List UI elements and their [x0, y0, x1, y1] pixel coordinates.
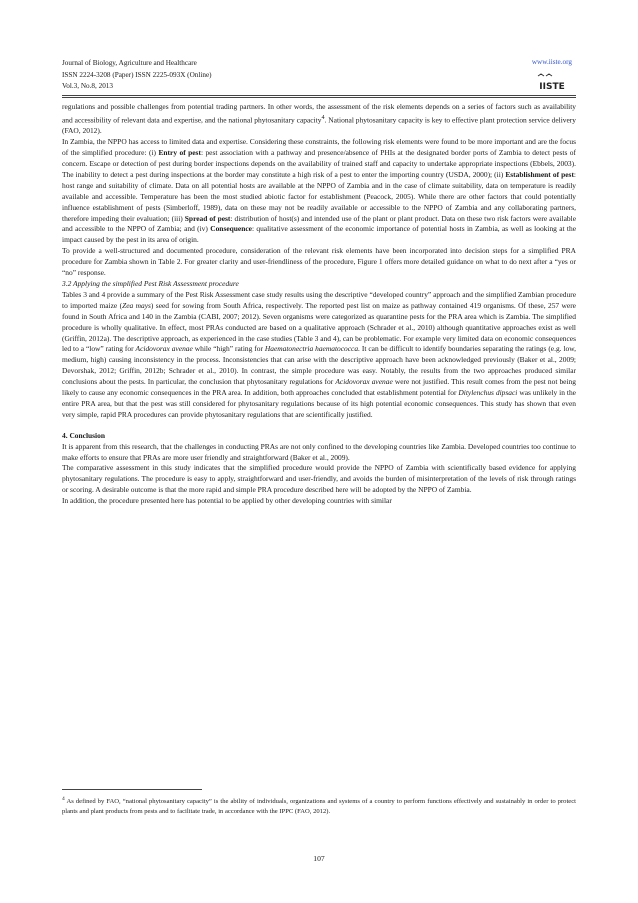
text-run: Haematonectria haematococca. [264, 344, 360, 354]
paragraph [62, 102, 576, 137]
text-run: regulations and possible challenges from potential trading partners. In other words, the assessment of the risk elements depends on a series of factors such as availability and accessibility of relevant data and expertise, and the national phytosanitary capacity [62, 102, 576, 125]
text-run: Tables 3 and 4 provide a summary of the Pest Risk Assessment case study results using the descriptive “developed country” approach and the simplified Zambian procedure to imported maize ( [62, 289, 576, 310]
paragraph [62, 290, 576, 421]
text-run: 4. Conclusion [62, 430, 105, 440]
text-run: Acidovorax avenae [335, 377, 393, 387]
footnote-text: As defined by FAO, “national phytosanitary capacity” is the ability of individuals, organizations and systems of a country to perform functions effectively and sustainably in order to protect plants and plant products from pests and to facilitate trade, in accordance with the IPPC (FAO, 2012). [62, 798, 576, 816]
iiste-logo-icon [532, 72, 572, 94]
header-rule-thin [62, 97, 576, 98]
text-run: Acidovorax avenae [135, 344, 193, 354]
text-run: The comparative assessment in this study indicates that the simplified procedure would provide the NPPO of Zambia with scientifically based evidence for applying phytosanitary regulations. The procedure is easy to apply, straightforward and user-friendly, and avoids the burden of misinterpretation of the levels of risk through ratings or scoring. A desirable outcome is that the more rapid and simple PRA procedure described here will be adopted by the NPPO of Zambia. [62, 463, 576, 495]
text-run: : pest association with a pathway and presence/absence of PHIs at the designated border ports of Zambia to detect pests of concern. Escape or detection of pest during border inspections depends on the availability of trained staff and capacity to undertake appropriate inspections (Ebbels, 2003). The inability to detect a pest during inspections at the border may constitute a high risk of a pest to enter the importing country (USDA, 2000); (ii) [62, 148, 576, 179]
logo-text: IISTE [539, 82, 565, 92]
volume-line: Vol.3, No.8, 2013 [62, 82, 113, 90]
text-run: It is apparent from this research, that the challenges in conducting PRAs are not only confined to the developing countries like Zambia. Developed countries too continue to make efforts to ensure that PRAs are more user friendly and straightforward (Baker et al., 2009). [62, 441, 576, 462]
paragraph [62, 137, 576, 246]
journal-title: Journal of Biology, Agriculture and Healthcare [62, 59, 197, 67]
text-run: Spread of pest [184, 213, 231, 223]
text-run: ) seed for sowing from South Africa, respectively. The reported pest list on maize as pathway contained 419 organisms. Of these, 257 were found in South Africa and 140 in the Zambia (CABI, 2007; 2012). Seven organisms were categorized as quarantine pests for the PRA area which is Zambia. The simplified procedure is wholly qualitative. In effect, most PRAs conducted are based on a qualitative approach (Schrader et al., 2010) although quantitative approaches exist as well (Griffin, 2012a). The descriptive approach, as experienced in the case studies (Table 3 and 4), can be problematic. For example very limited data on economic consequences led to a “low” rating for [62, 300, 576, 354]
footnote-rule [62, 789, 202, 790]
paragraph [62, 246, 576, 279]
journal-url-link[interactable]: www.iiste.org [531, 58, 572, 66]
text-run: 4 [321, 113, 325, 121]
text-run: Consequence [210, 224, 252, 234]
text-run: Entry of pest [158, 148, 201, 158]
body-text [62, 102, 576, 507]
text-run: Zea mays [122, 300, 151, 310]
text-run: It can be difficult to identify boundaries separating the ratings (e.g. low, medium, high) causing inconsistency in the process. Inconsistencies that can arise with the descriptive approach have been acknowledged previously (Baker et al., 2009; Devorshak, 2012; Griffin, 2012b; Schrader et al., 2010). In contrast, the simple procedure was easy. Notably, the results from the two approaches produced similar conclusions about the pests. In particular, the conclusion that phytosanitary regulations for [62, 344, 577, 387]
paragraph [62, 463, 576, 496]
text-run: In Zambia, the NPPO has access to limited data and expertise. Considering these constraints, the following risk elements were found to be more important and are the focus of the simplified procedure: (i) [62, 137, 576, 158]
text-run: were not justified. This result comes from the pest not being likely to cause any economic consequences in the PRA area. In addition, both approaches concluded that establishment potential for [62, 377, 576, 398]
footnote-mark: 4 [62, 796, 65, 802]
text-run: was unlikely in the entire PRA area, but that the pest was still considered for phytosanitary regulations because of its high potential economic consequences. This study has shown that even very simple, rapid PRA procedures can provide phytosanitary regulations that are scientifically justified. [62, 388, 576, 419]
text-run: : host range and suitability of climate. Data on all potential hosts are available at the NPPO of Zambia and in the case of climate suitability, data on temperature is readily available and accessible. Temperature has been the most studied abiotic factor for establishment (Peacock, 2005). While there are other factors that could potentially influence establishment of pests (Simberloff, 1989), data on these may not be readily available or accessible to the NPPO of Zambia and any collaborating partners, therefore impeding their evaluation; (iii) [62, 169, 576, 223]
issn-line: ISSN 2224-3208 (Paper) ISSN 2225-093X (Online) [62, 70, 212, 79]
text-run: : qualitative assessment of the economic importance of potential hosts in Zambia, as well as looking at the impact caused by the pest in its area of origin. [62, 224, 576, 245]
page-number: 107 [313, 854, 325, 863]
text-run: Establishment of pest [505, 169, 574, 179]
text-run: . National phytosanitary capacity is key to effective plant protection service delivery (FAO, 2012). [62, 115, 576, 136]
text-run: In addition, the procedure presented here has potential to be applied by other developing countries with similar [62, 496, 392, 506]
paragraph [62, 496, 576, 507]
text-run: To provide a well-structured and documented procedure, consideration of the relevant risk elements have been incorporated into decision steps for a simplified PRA procedure for Zambia shown in Table 2. For greater clarity and user-friendliness of the procedure, Figure 1 offers more detailed guidance on what to do next after a “yes or “no” response. [62, 246, 576, 278]
footnote [62, 794, 576, 817]
text-run: : distribution of host(s) and intended use of the plant or plant product. Data on these two risk factors were available and accessible to the NPPO of Zambia; and (iv) [62, 213, 577, 234]
text-run: Ditylenchus dipsaci [458, 388, 518, 398]
header-rule [62, 95, 576, 96]
text-run: 3.2 Applying the simplified Pest Risk Assessment procedure [62, 278, 239, 288]
paragraph [62, 442, 576, 464]
subsection-heading [62, 279, 576, 290]
text-run: while “high” rating for [192, 344, 265, 354]
section-heading [62, 431, 576, 442]
